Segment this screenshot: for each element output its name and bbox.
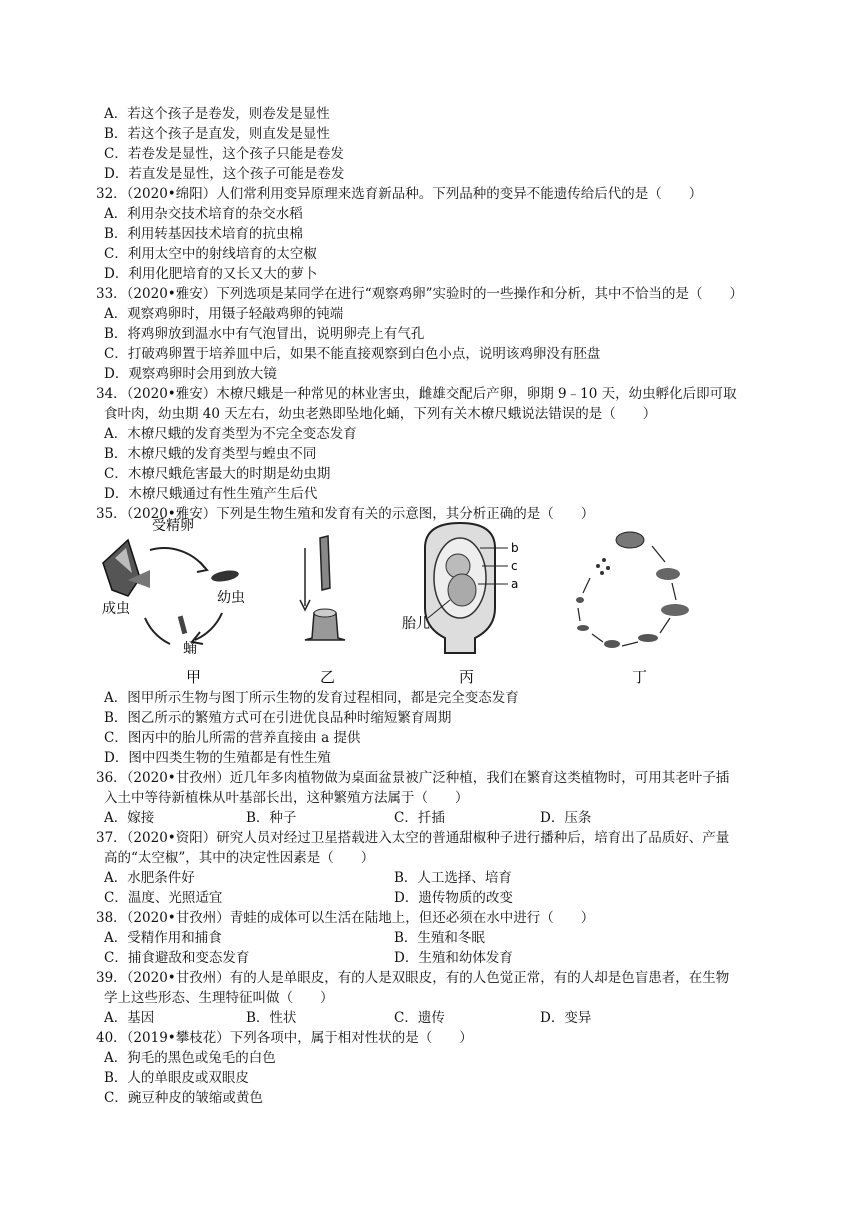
question-33-stem: 33．（2020•雅安）下列选项是某同学在进行“观察鸡卵”实验时的一些操作和分析，其中不恰当的是（ ） [96, 286, 744, 302]
question-39-stem: 39．（2020•甘孜州）有的人是单眼皮，有的人是双眼皮，有的人色觉正常，有的人却是色盲患者，在生物 [96, 970, 730, 986]
option-b: B．将鸡卵放到温水中有气泡冒出，说明卵壳上有气孔 [104, 326, 425, 342]
label-larva: 幼虫 [217, 590, 245, 606]
option-c: C．捕食避敌和变态发育 [104, 950, 250, 966]
question-36-stem-cont: 入土中等待新植株从叶基部长出，这种繁殖方法属于（ ） [104, 790, 469, 806]
question-37-stem: 37．（2020•资阳）研究人员对经过卫星搭载进入太空的普通甜椒种子进行播种后，培育出了品质好、产量 [96, 830, 730, 846]
label-fetus: 胎儿 [402, 616, 430, 632]
option-d: D．变异 [540, 1010, 592, 1026]
option-d: D．木橑尺蛾通过有性生殖产生后代 [104, 486, 318, 502]
panel-yi [300, 536, 345, 640]
label-adult: 成虫 [102, 601, 130, 617]
question-34-stem: 34．（2020•雅安）木橑尺蛾是一种常见的林业害虫，雌雄交配后产卵，卵期 9﹣10 天，幼虫孵化后即可取 [96, 386, 737, 402]
option-b: B．若这个孩子是直发，则直发是显性 [104, 126, 330, 142]
option-a: A．若这个孩子是卷发，则卷发是显性 [104, 106, 330, 122]
option-a: A．图甲所示生物与图丁所示生物的发育过程相同，都是完全变态发育 [104, 690, 519, 706]
option-c: C．打破鸡卵置于培养皿中后，如果不能直接观察到白色小点，说明该鸡卵没有胚盘 [104, 346, 601, 362]
question-36-stem: 36．（2020•甘孜州）近几年多肉植物做为桌面盆景被广泛种植，我们在繁育这类植物时，可用其老叶子插 [96, 770, 730, 786]
option-b: B．人工选择、培育 [394, 870, 512, 886]
label-fertilized-egg: 受精卵 [152, 518, 194, 534]
reproduction-figure [0, 518, 860, 688]
option-c: C．若卷发是显性，这个孩子只能是卷发 [104, 146, 344, 162]
label-pupa: 蛹 [183, 641, 197, 657]
caption-yi: 乙 [320, 668, 336, 686]
caption-jia: 甲 [186, 668, 202, 686]
option-c: C．温度、光照适宜 [104, 890, 223, 906]
option-a: A．木橑尺蛾的发育类型为不完全变态发育 [104, 426, 357, 442]
question-39-stem-cont: 学上这些形态、生理特征叫做（ ） [104, 990, 334, 1006]
question-37-stem-cont: 高的“太空椒”，其中的决定性因素是（ ） [104, 850, 375, 866]
option-c: C．利用太空中的射线培育的太空椒 [104, 246, 317, 262]
question-35-stem: 35．（2020•雅安）下列是生物生殖和发育有关的示意图，其分析正确的是（ ） [96, 506, 595, 522]
option-b: B．木橑尺蛾的发育类型与蝗虫不同 [104, 446, 317, 462]
label-c: c [511, 559, 518, 573]
option-c: C．图丙中的胎儿所需的营养直接由 a 提供 [104, 730, 361, 746]
option-b: B．人的单眼皮或双眼皮 [104, 1070, 249, 1086]
option-d: D．图中四类生物的生殖都是有性生殖 [104, 750, 331, 766]
option-d: D．遗传物质的改变 [394, 890, 513, 906]
option-a: A．受精作用和捕食 [104, 930, 222, 946]
option-a: A．基因 [104, 1010, 155, 1026]
question-40-stem: 40．（2019•攀枝花）下列各项中，属于相对性状的是（ ） [96, 1030, 473, 1046]
panel-bing [402, 523, 519, 653]
option-b: B．种子 [246, 810, 297, 826]
option-b: B．性状 [246, 1010, 297, 1026]
option-c: C．扦插 [394, 810, 445, 826]
panel-ding [576, 532, 689, 648]
option-b: B．图乙所示的繁殖方式可在引进优良品种时缩短繁育周期 [104, 710, 452, 726]
caption-bing: 丙 [459, 668, 475, 686]
option-a: A．水肥条件好 [104, 870, 195, 886]
option-d: D．压条 [540, 810, 592, 826]
caption-ding: 丁 [632, 668, 648, 686]
option-a: A．观察鸡卵时，用镊子轻敲鸡卵的钝端 [104, 306, 344, 322]
option-c: C．豌豆种皮的皱缩或黄色 [104, 1090, 263, 1106]
option-c: C．木橑尺蛾危害最大的时期是幼虫期 [104, 466, 331, 482]
panel-jia [102, 518, 245, 657]
label-b: b [511, 541, 519, 555]
option-a: A．嫁接 [104, 810, 155, 826]
option-a: A．狗毛的黑色或兔毛的白色 [104, 1050, 276, 1066]
option-b: B．利用转基因技术培育的抗虫棉 [104, 226, 303, 242]
option-c: C．遗传 [394, 1010, 445, 1026]
option-b: B．生殖和冬眠 [394, 930, 485, 946]
question-38-stem: 38．（2020•甘孜州）青蛙的成体可以生活在陆地上，但还必须在水中进行（ ） [96, 910, 595, 926]
label-a: a [511, 577, 519, 591]
option-d: D．观察鸡卵时会用到放大镜 [104, 366, 277, 382]
option-d: D．若直发是显性，这个孩子可能是卷发 [104, 166, 345, 182]
option-d: D．利用化肥培育的又长又大的萝卜 [104, 266, 318, 282]
question-34-stem-cont: 食叶肉，幼虫期 40 天左右，幼虫老熟即坠地化蛹，下列有关木橑尺蛾说法错误的是（ ） [104, 406, 657, 422]
option-d: D．生殖和幼体发育 [394, 950, 513, 966]
option-a: A．利用杂交技术培育的杂交水稻 [104, 206, 303, 222]
question-32-stem: 32．（2020•绵阳）人们常利用变异原理来选育新品种。下列品种的变异不能遗传给后代的是（ ） [96, 186, 703, 202]
